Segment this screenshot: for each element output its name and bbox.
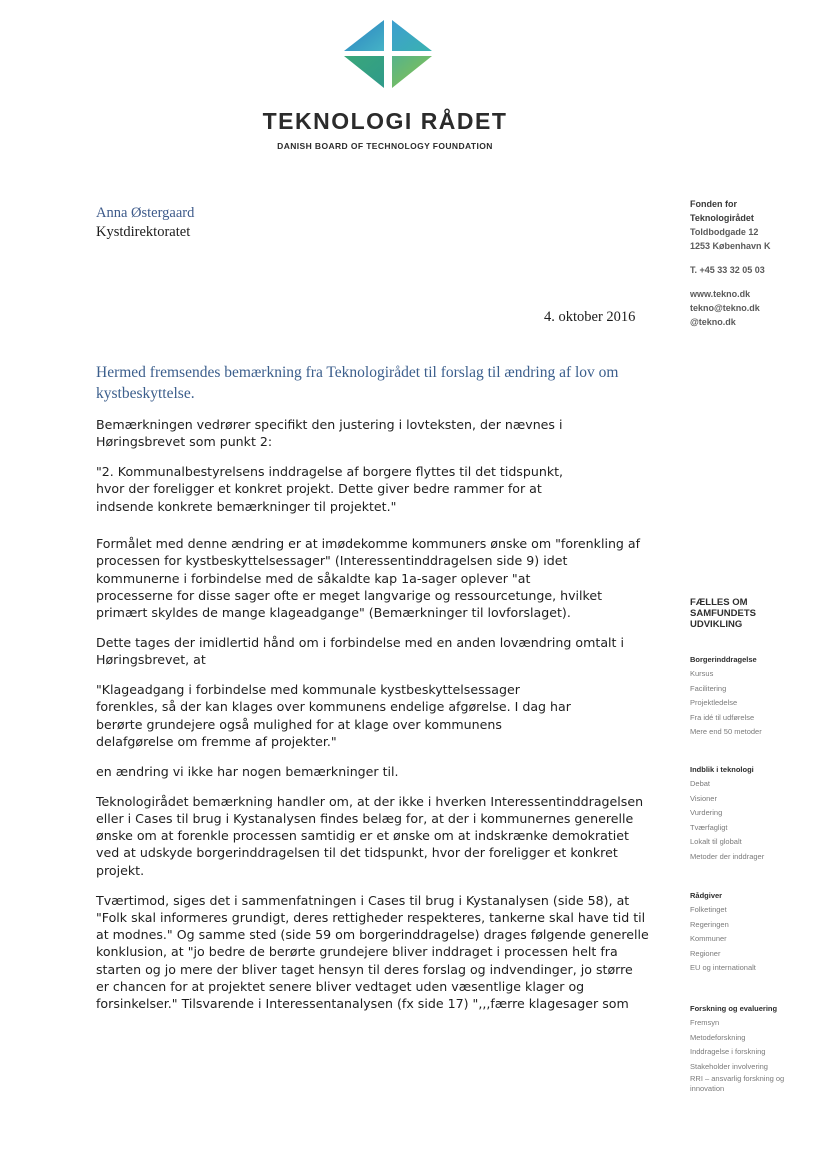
sender-phone: T. +45 33 32 05 03 bbox=[690, 265, 765, 275]
paragraph-8 bbox=[96, 892, 656, 1013]
group-item: Metoder der inddrager bbox=[690, 851, 765, 861]
group-item: Debat bbox=[690, 779, 711, 788]
text-line: indsende konkrete bemærkninger til projektet." bbox=[96, 498, 397, 514]
sidebar-group-borgerinddragelse bbox=[690, 655, 762, 740]
text-line: hvor der foreligger et konkret projekt. Dette giver bedre rammer for at bbox=[96, 481, 542, 497]
sidebar-title-line: FÆLLES OM bbox=[690, 597, 748, 608]
group-item: Lokalt til globalt bbox=[690, 837, 742, 846]
group-item: Facilitering bbox=[690, 683, 727, 693]
text-line: eller i Cases til brug i Kystanalysen findes belæg for, at der i kommunernes generelle bbox=[96, 810, 634, 826]
sidebar-group-forskning bbox=[690, 1004, 810, 1094]
text-line: Formålet med denne ændring er at imødekomme kommuners ønske om "forenkling af bbox=[96, 535, 641, 551]
text-line: "Klageadgang i forbindelse med kommunale kystbeskyttelsessager bbox=[96, 682, 520, 698]
text-line: primært skyldes de mange klageadgange" (Bemærkninger til lovforslaget). bbox=[96, 605, 571, 621]
letter-date: 4. oktober 2016 bbox=[544, 309, 636, 325]
text-line: "2. Kommunalbestyrelsens inddragelse af borgere flyttes til det tidspunkt, bbox=[96, 464, 564, 480]
text-line: konklusion, at "jo bedre de berørte grundejere bliver inddraget i processen helt fra bbox=[96, 944, 618, 960]
recipient-block bbox=[96, 204, 194, 242]
text-line: ønske om at forenkle processen samtidig er et ønske om at indskrænke demokratiet bbox=[96, 828, 629, 844]
sender-org-line2: Teknologirådet bbox=[690, 213, 754, 223]
quote-paragraph-5 bbox=[96, 681, 656, 750]
brand-name: TEKNOLOGI RÅDET bbox=[262, 108, 508, 134]
teknologiraadet-logo bbox=[340, 18, 436, 90]
recipient-org: Kystdirektoratet bbox=[96, 224, 191, 240]
group-item: EU og internationalt bbox=[690, 963, 756, 972]
text-line: Høringsbrevet som punkt 2: bbox=[96, 434, 273, 450]
group-item: Tværfagligt bbox=[690, 822, 728, 832]
group-item: Inddragelse i forskning bbox=[690, 1047, 766, 1056]
group-item: Vurdering bbox=[690, 808, 723, 817]
paragraph-7 bbox=[96, 793, 656, 879]
group-item: Fremsyn bbox=[690, 1018, 720, 1027]
text-line: kommunerne i forbindelse med de såkaldte kap 1a-sager oplever "at bbox=[96, 570, 531, 586]
group-item: Projektledelse bbox=[690, 698, 738, 707]
sender-street: Toldbodgade 12 bbox=[690, 227, 759, 237]
text-line: processen for kystbeskyttelsessager" (Interessentinddragelsen side 9) idet bbox=[96, 553, 568, 569]
group-item: Kommuner bbox=[690, 934, 727, 943]
text-line: en ændring vi ikke har nogen bemærkninger til. bbox=[96, 763, 399, 779]
text-line: Bemærkningen vedrører specifikt den justering i lovteksten, der nævnes i bbox=[96, 417, 563, 432]
paragraph-4 bbox=[96, 634, 656, 669]
letter-heading: Hermed fremsendes bemærkning fra Teknologirådet til forslag til ændring af lov om kystbeskyttelse. bbox=[96, 364, 619, 402]
group-item: Kursus bbox=[690, 669, 714, 678]
sidebar-title bbox=[690, 597, 800, 630]
text-line: Tværtimod, siges det i sammenfatningen i Cases til brug i Kystanalysen (side 58), at bbox=[96, 892, 630, 908]
text-line: at modnes." Og samme sted (side 59 om borgerinddragelse) drages følgende generelle bbox=[96, 927, 649, 943]
text-line: Høringsbrevet, at bbox=[96, 652, 206, 668]
paragraph-1 bbox=[96, 416, 656, 451]
group-item: Folketinget bbox=[690, 905, 727, 914]
text-line: berørte grundejere også mulighed for at klage over kommunens bbox=[96, 716, 502, 732]
paragraph-3 bbox=[96, 535, 656, 621]
sender-web-link[interactable]: www.tekno.dk bbox=[690, 289, 751, 299]
group-item: Stakeholder involvering bbox=[690, 1061, 768, 1071]
group-item: Mere end 50 metoder bbox=[690, 727, 762, 736]
text-line: forenkles, så der kan klages over kommunens endelige afgørelse. I dag har bbox=[96, 699, 571, 715]
group-title: Rådgiver bbox=[690, 891, 723, 900]
text-line: starten og jo mere der bliver taget hensyn til deres forslag og indvendinger, jo større bbox=[96, 961, 633, 977]
text-line: forsinkelser." Tilsvarende i Interessentanalysen (fx side 17) ",,,færre klagesager som bbox=[96, 996, 629, 1012]
sidebar-title-line: SAMFUNDETS bbox=[690, 608, 756, 619]
text-line: ved at udskyde borgerinddragelsen til det tidspunkt, hvor der foreligger et konkret bbox=[96, 845, 618, 861]
group-title: Forskning og evaluering bbox=[690, 1004, 778, 1013]
group-item: Visioner bbox=[690, 793, 717, 803]
group-item: Regeringen bbox=[690, 919, 729, 929]
sidebar-title-line: UDVIKLING bbox=[690, 619, 743, 630]
paragraph-6 bbox=[96, 763, 656, 780]
group-item: Fra idé til udførelse bbox=[690, 712, 755, 722]
group-item: Metodeforskning bbox=[690, 1032, 746, 1042]
group-item: Regioner bbox=[690, 948, 721, 958]
sender-org-line1: Fonden for bbox=[690, 199, 737, 209]
text-line: "Folk skal informeres grundigt, deres rettigheder respekteres, tankerne skal have tid til bbox=[96, 909, 646, 925]
sender-city: 1253 København K bbox=[690, 241, 771, 251]
sender-social-handle: @tekno.dk bbox=[690, 317, 736, 327]
group-item: RRI – ansvarlig forskning og innovation bbox=[690, 1074, 785, 1093]
text-line: projekt. bbox=[96, 862, 145, 878]
text-line: er chancen for at projektet senere bliver vedtaget uden væsentlige klager og bbox=[96, 979, 585, 995]
recipient-name: Anna Østergaard bbox=[96, 205, 195, 221]
text-line: delafgørelse om fremme af projekter." bbox=[96, 733, 337, 749]
sender-address bbox=[690, 197, 771, 329]
text-line: processerne for disse sager ofte er meget langvarige og ressourcetunge, hvilket bbox=[96, 587, 603, 603]
text-line: Dette tages der imidlertid hånd om i forbindelse med en anden lovændring omtalt i bbox=[96, 634, 624, 650]
group-title: Borgerinddragelse bbox=[690, 655, 757, 664]
group-title: Indblik i teknologi bbox=[690, 765, 754, 774]
sender-email-link[interactable]: tekno@tekno.dk bbox=[690, 303, 760, 313]
text-line: Teknologirådet bemærkning handler om, at der ikke i hverken Interessentinddragelsen bbox=[96, 793, 644, 809]
letter-body bbox=[96, 416, 656, 1025]
quote-paragraph-2 bbox=[96, 463, 656, 515]
sidebar-group-raadgiver bbox=[690, 891, 756, 976]
brand-subtitle: DANISH BOARD OF TECHNOLOGY FOUNDATION bbox=[277, 141, 493, 151]
sidebar-group-indblik bbox=[690, 765, 764, 864]
